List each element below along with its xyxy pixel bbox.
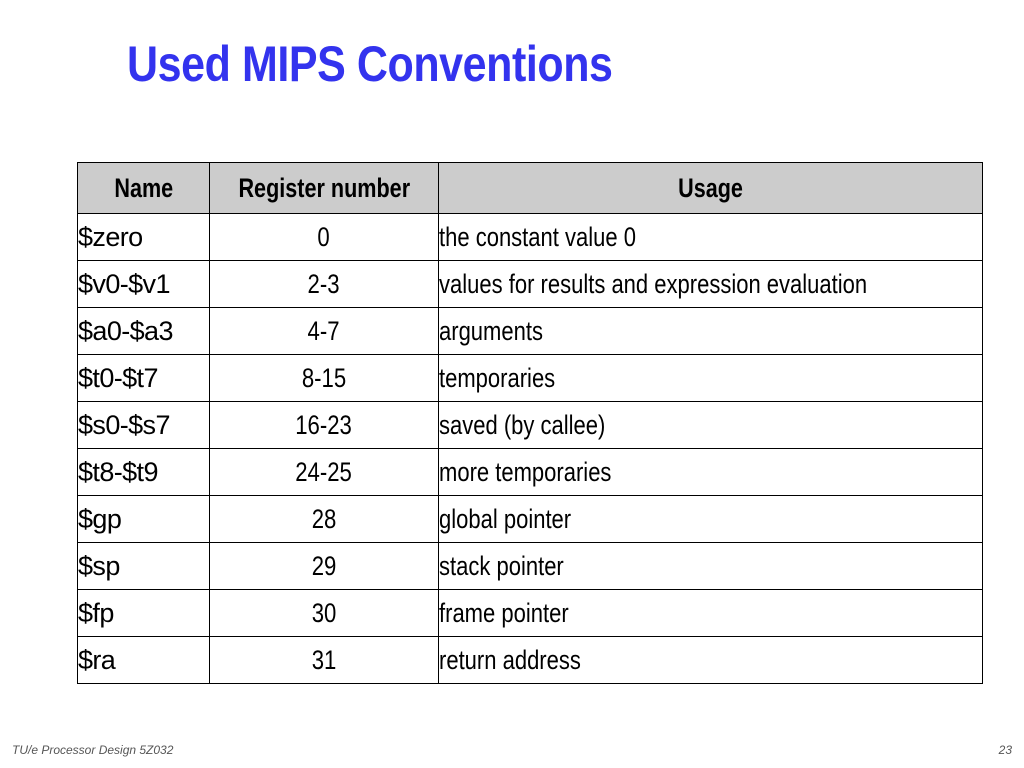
table-header-row <box>78 163 983 214</box>
register-usage: more temporaries <box>439 449 983 496</box>
register-name: $gp <box>78 496 210 543</box>
table-row <box>78 355 983 402</box>
footer-course: TU/e Processor Design 5Z032 <box>12 743 174 757</box>
register-name: $v0-$v1 <box>78 261 210 308</box>
table-row <box>78 496 983 543</box>
header-name: Name <box>78 163 210 214</box>
table-row <box>78 637 983 684</box>
register-name: $s0-$s7 <box>78 402 210 449</box>
register-name: $a0-$a3 <box>78 308 210 355</box>
table-row <box>78 543 983 590</box>
header-register-number: Register number <box>210 163 439 214</box>
register-number: 30 <box>210 590 439 637</box>
register-usage: arguments <box>439 308 983 355</box>
register-name: $sp <box>78 543 210 590</box>
register-usage: stack pointer <box>439 543 983 590</box>
table-row <box>78 214 983 261</box>
register-number: 8-15 <box>210 355 439 402</box>
register-name: $t0-$t7 <box>78 355 210 402</box>
header-usage: Usage <box>439 163 983 214</box>
register-number: 24-25 <box>210 449 439 496</box>
register-name: $t8-$t9 <box>78 449 210 496</box>
register-usage: the constant value 0 <box>439 214 983 261</box>
register-usage: temporaries <box>439 355 983 402</box>
register-usage: values for results and expression evaluation <box>439 261 983 308</box>
register-name: $ra <box>78 637 210 684</box>
register-number: 4-7 <box>210 308 439 355</box>
register-usage: saved (by callee) <box>439 402 983 449</box>
table-row <box>78 261 983 308</box>
register-number: 31 <box>210 637 439 684</box>
register-conventions-table <box>77 162 983 684</box>
register-name: $zero <box>78 214 210 261</box>
register-name: $fp <box>78 590 210 637</box>
register-number: 28 <box>210 496 439 543</box>
table-row <box>78 590 983 637</box>
register-number: 29 <box>210 543 439 590</box>
table-row <box>78 449 983 496</box>
register-number: 0 <box>210 214 439 261</box>
register-usage: return address <box>439 637 983 684</box>
table-row <box>78 308 983 355</box>
footer-page-number: 23 <box>998 743 1012 757</box>
register-number: 2-3 <box>210 261 439 308</box>
slide-title: Used MIPS Conventions <box>127 36 613 92</box>
register-number: 16-23 <box>210 402 439 449</box>
register-usage: global pointer <box>439 496 983 543</box>
table-row <box>78 402 983 449</box>
register-usage: frame pointer <box>439 590 983 637</box>
